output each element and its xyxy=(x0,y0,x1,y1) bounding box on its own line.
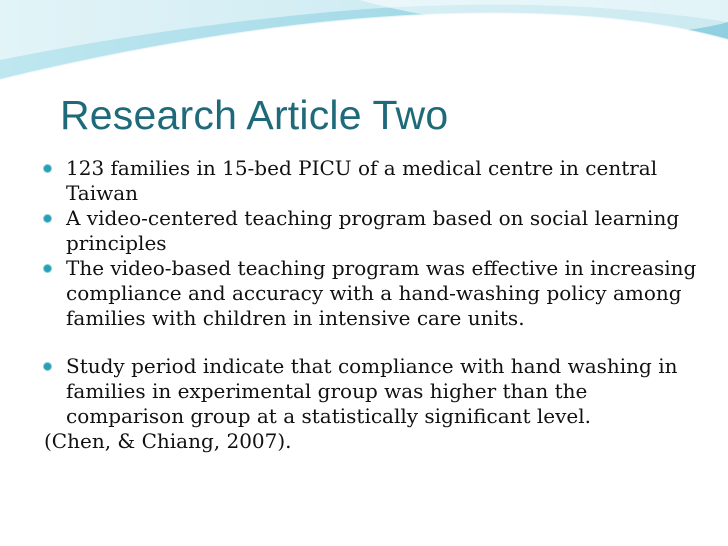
paragraph-spacer xyxy=(38,331,708,354)
bullet-text: Study period indicate that compliance with hand washing in families in experimental group was higher than the comparison group at a statistically significant level. xyxy=(66,354,678,428)
round-bullet-icon xyxy=(44,215,51,222)
bullet-item-4 xyxy=(38,354,708,429)
header-wave-decoration xyxy=(0,0,728,92)
bullet-text: A video-centered teaching program based on social learning principles xyxy=(66,206,680,255)
round-bullet-icon xyxy=(44,265,51,272)
round-bullet-icon xyxy=(44,363,51,370)
round-bullet-icon xyxy=(44,165,51,172)
bullet-text: The video-based teaching program was effective in increasing compliance and accuracy with a hand-washing policy among families with children in intensive care units. xyxy=(66,256,697,330)
bullet-item-2 xyxy=(38,206,708,256)
bullet-item-3 xyxy=(38,256,708,331)
bullet-list xyxy=(38,156,708,454)
slide-title: Research Article Two xyxy=(60,92,449,138)
bullet-item-1 xyxy=(38,156,708,206)
citation: (Chen, & Chiang, 2007). xyxy=(44,429,292,453)
bullet-text: 123 families in 15-bed PICU of a medical centre in central Taiwan xyxy=(66,156,658,205)
